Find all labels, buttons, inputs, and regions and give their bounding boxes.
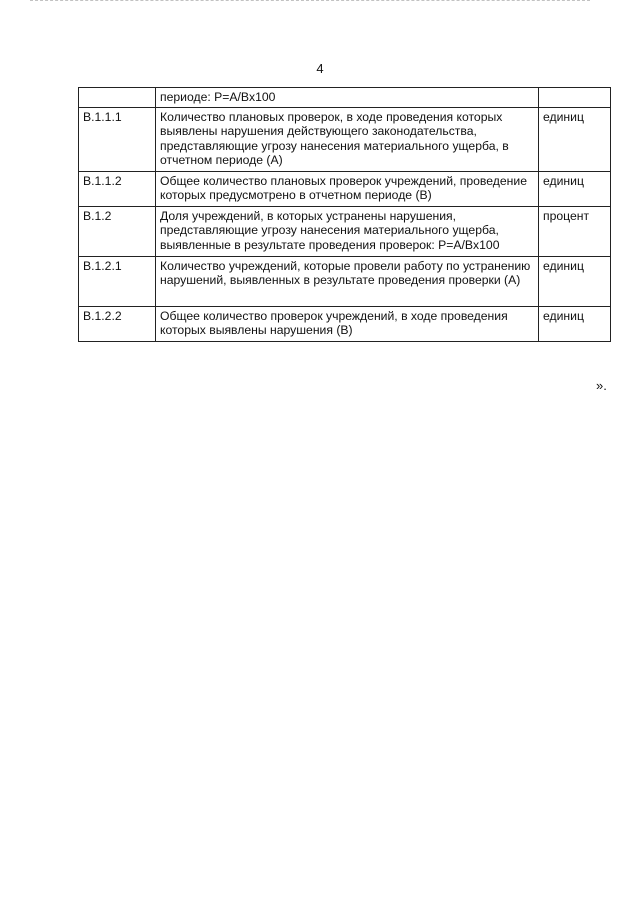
row-code: B.1.2.1 [79,256,156,306]
indicators-table [78,87,611,342]
table-row [79,88,611,108]
table-row [79,256,611,306]
table-row [79,171,611,206]
table-row [79,206,611,256]
scan-top-edge [30,0,590,3]
row-code [79,88,156,108]
row-unit [539,88,611,108]
row-unit: единиц [539,171,611,206]
row-unit: единиц [539,107,611,171]
table-row [79,306,611,341]
row-code: B.1.2 [79,206,156,256]
row-unit: единиц [539,256,611,306]
row-description: Общее количество плановых проверок учреждений, проведение которых предусмотрено в отчетном периоде (B) [156,171,539,206]
row-code: B.1.2.2 [79,306,156,341]
row-code: B.1.1.2 [79,171,156,206]
row-description: периоде: P=A/Bx100 [156,88,539,108]
closing-quote-mark: ». [596,378,607,393]
row-description: Доля учреждений, в которых устранены нарушения, представляющие угрозу нанесения материального ущерба, выявленные в результате проведения проверок: P=A/Bx100 [156,206,539,256]
row-unit: единиц [539,306,611,341]
table-row [79,107,611,171]
page-number: 4 [316,61,324,76]
row-description: Количество плановых проверок, в ходе проведения которых выявлены нарушения действующего законодательства, представляющие угрозу нанесения материального ущерба, в отчетном периоде (А) [156,107,539,171]
row-code: B.1.1.1 [79,107,156,171]
row-unit: процент [539,206,611,256]
row-description: Количество учреждений, которые провели работу по устранению нарушений, выявленных в результате проведения проверки (А) [156,256,539,306]
row-description: Общее количество проверок учреждений, в ходе проведения которых выявлены нарушения (B) [156,306,539,341]
